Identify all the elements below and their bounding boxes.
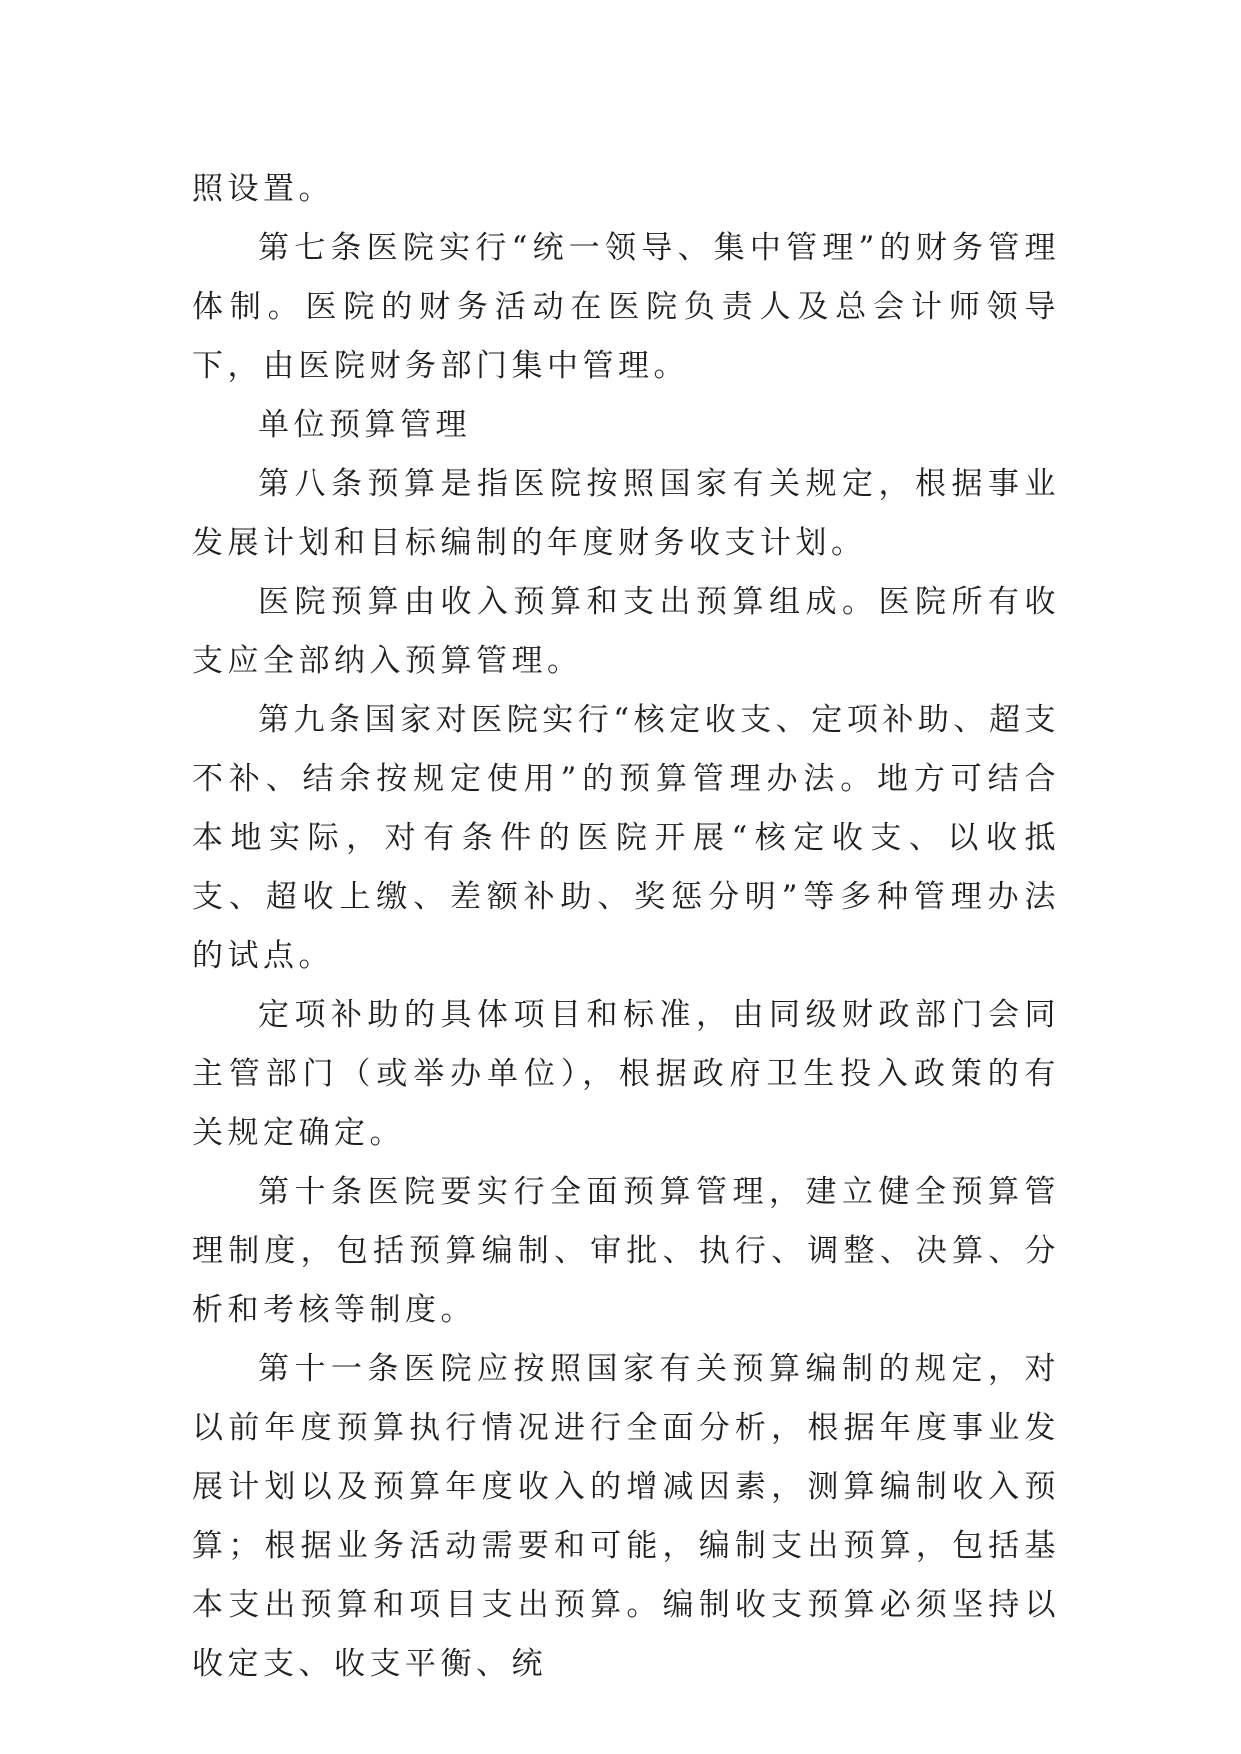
paragraph: 照设置。	[192, 171, 334, 207]
paragraph: 定项补助的具体项目和标准，由同级财政部门会同主管部门（或举办单位），根据政府卫生投入政策的有关规定确定。	[192, 997, 1060, 1151]
section-heading: 单位预算管理	[258, 407, 471, 443]
paragraph: 第九条国家对医院实行“核定收支、定项补助、超支不补、结余按规定使用”的预算管理办法。地方可结合本地实际，对有条件的医院开展“核定收支、以收抵支、超收上缴、差额补助、奖惩分明”等多种管理办法的试点。	[192, 702, 1060, 974]
paragraph: 第十条医院要实行全面预算管理，建立健全预算管理制度，包括预算编制、审批、执行、调整、决算、分析和考核等制度。	[192, 1174, 1060, 1328]
paragraph: 第七条医院实行“统一领导、集中管理”的财务管理体制。医院的财务活动在医院负责人及总会计师领导下，由医院财务部门集中管理。	[192, 230, 1060, 384]
paragraph: 医院预算由收入预算和支出预算组成。医院所有收支应全部纳入预算管理。	[192, 584, 1060, 679]
paragraph: 第八条预算是指医院按照国家有关规定，根据事业发展计划和目标编制的年度财务收支计划。	[192, 466, 1060, 561]
document-body	[192, 160, 1060, 1694]
paragraph: 第十一条医院应按照国家有关预算编制的规定，对以前年度预算执行情况进行全面分析，根据年度事业发展计划以及预算年度收入的增减因素，测算编制收入预算；根据业务活动需要和可能，编制支出预算，包括基本支出预算和项目支出预算。编制收支预算必须坚持以收定支、收支平衡、统	[192, 1351, 1060, 1682]
